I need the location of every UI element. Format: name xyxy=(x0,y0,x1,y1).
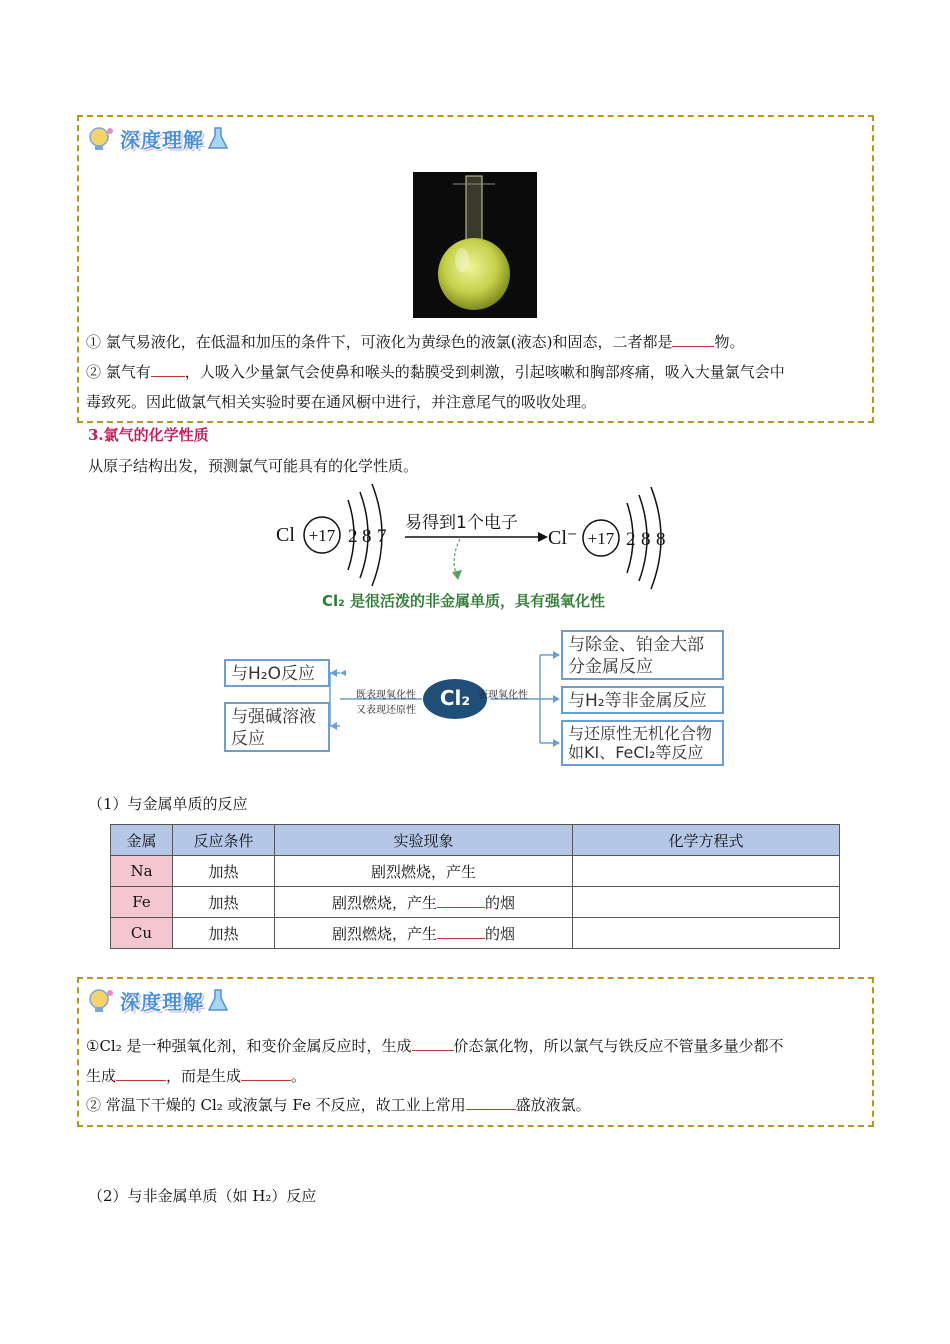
blank-substance-type[interactable] xyxy=(672,332,714,347)
box-react-with-nonmetals: 与H₂等非金属反应 xyxy=(561,686,724,714)
section-intro: 从原子结构出发，预测氯气可能具有的化学性质。 xyxy=(88,457,419,475)
box-react-with-strong-base: 与强碱溶液反应 xyxy=(224,702,330,752)
box-react-with-water: 与H₂O反应 xyxy=(224,659,330,687)
flask-icon xyxy=(208,988,228,1014)
header-equation: 化学方程式 xyxy=(573,825,840,856)
table-row xyxy=(111,856,840,887)
box-react-with-reducing-compounds: 与还原性无机化合物如KI、FeCl₂等反应 xyxy=(561,720,724,766)
bulb-icon xyxy=(86,125,116,153)
equation-fe[interactable] xyxy=(573,887,840,918)
metal-na: Na xyxy=(111,856,173,887)
bulb-icon xyxy=(86,987,116,1015)
cl2-center-label: Cl₂ xyxy=(439,686,471,710)
table-row xyxy=(111,918,840,949)
cl-ion-nucleus: +17 xyxy=(587,529,615,548)
table-header-row xyxy=(111,825,840,856)
blank-formed-product[interactable] xyxy=(241,1066,291,1081)
cl-atom-shell-2: 8 xyxy=(362,526,372,547)
equation-na[interactable] xyxy=(573,856,840,887)
part1-title: （1）与金属单质的反应 xyxy=(88,795,248,813)
deep-understanding-badge-1 xyxy=(86,124,228,153)
blank-cu-smoke-color[interactable] xyxy=(437,924,485,939)
metal-cu: Cu xyxy=(111,918,173,949)
right-label-oxidizing: 表现氧化性 xyxy=(478,690,528,701)
phenomenon-fe: 剧烈燃烧，产生 的烟 xyxy=(275,887,573,918)
blank-container-material[interactable] xyxy=(466,1095,516,1110)
box2-line3: ② 常温下干燥的 Cl₂ 或液氯与 Fe 不反应，故工业上常用 盛放液氯。 xyxy=(86,1096,591,1114)
cl-ion-shell-2: 8 xyxy=(641,529,651,550)
phenomenon-cu: 剧烈燃烧，产生 的烟 xyxy=(275,918,573,949)
box2-line2: 生成 ，而是生成 。 xyxy=(86,1067,307,1085)
liquid-chlorine-flask-photo xyxy=(413,172,537,318)
condition-cu: 加热 xyxy=(173,918,275,949)
box1-line3: 毒致死。因此做氯气相关实验时要在通风橱中进行，并注意尾气的吸收处理。 xyxy=(86,393,597,411)
phenomenon-na: 剧烈燃烧，产生 xyxy=(275,856,573,887)
box1-line2: ② 氯气有 ，人吸入少量氯气会使鼻和喉头的黏膜受到刺激，引起咳嗽和胸部疼痛，吸入大量氯气会中 xyxy=(86,363,785,381)
metal-reaction-table xyxy=(110,824,840,949)
box-react-with-metals: 与除金、铂金大部分金属反应 xyxy=(561,630,724,680)
equation-cu[interactable] xyxy=(573,918,840,949)
cl-atom-symbol: Cl xyxy=(276,524,295,546)
blank-valence-state[interactable] xyxy=(412,1036,454,1051)
cl-ion-shell-1: 2 xyxy=(626,529,636,550)
condition-fe: 加热 xyxy=(173,887,275,918)
box1-line1: ① 氯气易液化，在低温和加压的条件下，可液化为黄绿色的液氯(液态)和固态，二者都是 物。 xyxy=(86,333,745,351)
blank-fe-smoke-color[interactable] xyxy=(437,893,485,908)
cl-atom-shell-3: 7 xyxy=(377,526,387,547)
cl-ion-symbol: Cl⁻ xyxy=(548,527,578,549)
metal-fe: Fe xyxy=(111,887,173,918)
condition-na: 加热 xyxy=(173,856,275,887)
box2-line1: ①Cl₂ 是一种强氧化剂，和变价金属反应时，生成 价态氯化物，所以氯气与铁反应不管量多量少都不 xyxy=(86,1037,784,1055)
table-row xyxy=(111,887,840,918)
arrow-label: 易得到1个电子 xyxy=(405,513,518,533)
badge-title: 深度理解 xyxy=(120,990,204,1014)
deep-understanding-badge-2 xyxy=(86,986,228,1015)
cl-atom-nucleus: +17 xyxy=(308,526,336,545)
flask-icon xyxy=(208,126,228,152)
atom-structure-diagram xyxy=(260,484,680,614)
reaction-map xyxy=(222,628,726,768)
badge-title: 深度理解 xyxy=(120,128,204,152)
left-label-oxidizing-reducing-1: 既表现氧化性 xyxy=(356,690,416,701)
header-phenomenon: 实验现象 xyxy=(275,825,573,856)
blank-not-formed-product[interactable] xyxy=(116,1066,166,1081)
conclusion-text: 是很活泼的非金属单质，具有强氧化性 xyxy=(350,592,606,610)
part2-title: （2）与非金属单质（如 H₂）反应 xyxy=(88,1187,317,1205)
left-label-oxidizing-reducing-2: 又表现还原性 xyxy=(356,705,416,716)
cl-atom-shell-1: 2 xyxy=(348,526,358,547)
cl-ion-shell-3: 8 xyxy=(656,529,666,550)
blank-toxicity[interactable] xyxy=(151,362,185,377)
header-condition: 反应条件 xyxy=(173,825,275,856)
conclusion-prefix: Cl₂ xyxy=(322,592,345,610)
header-metal: 金属 xyxy=(111,825,173,856)
section-heading: 3.氯气的化学性质 xyxy=(88,426,209,444)
